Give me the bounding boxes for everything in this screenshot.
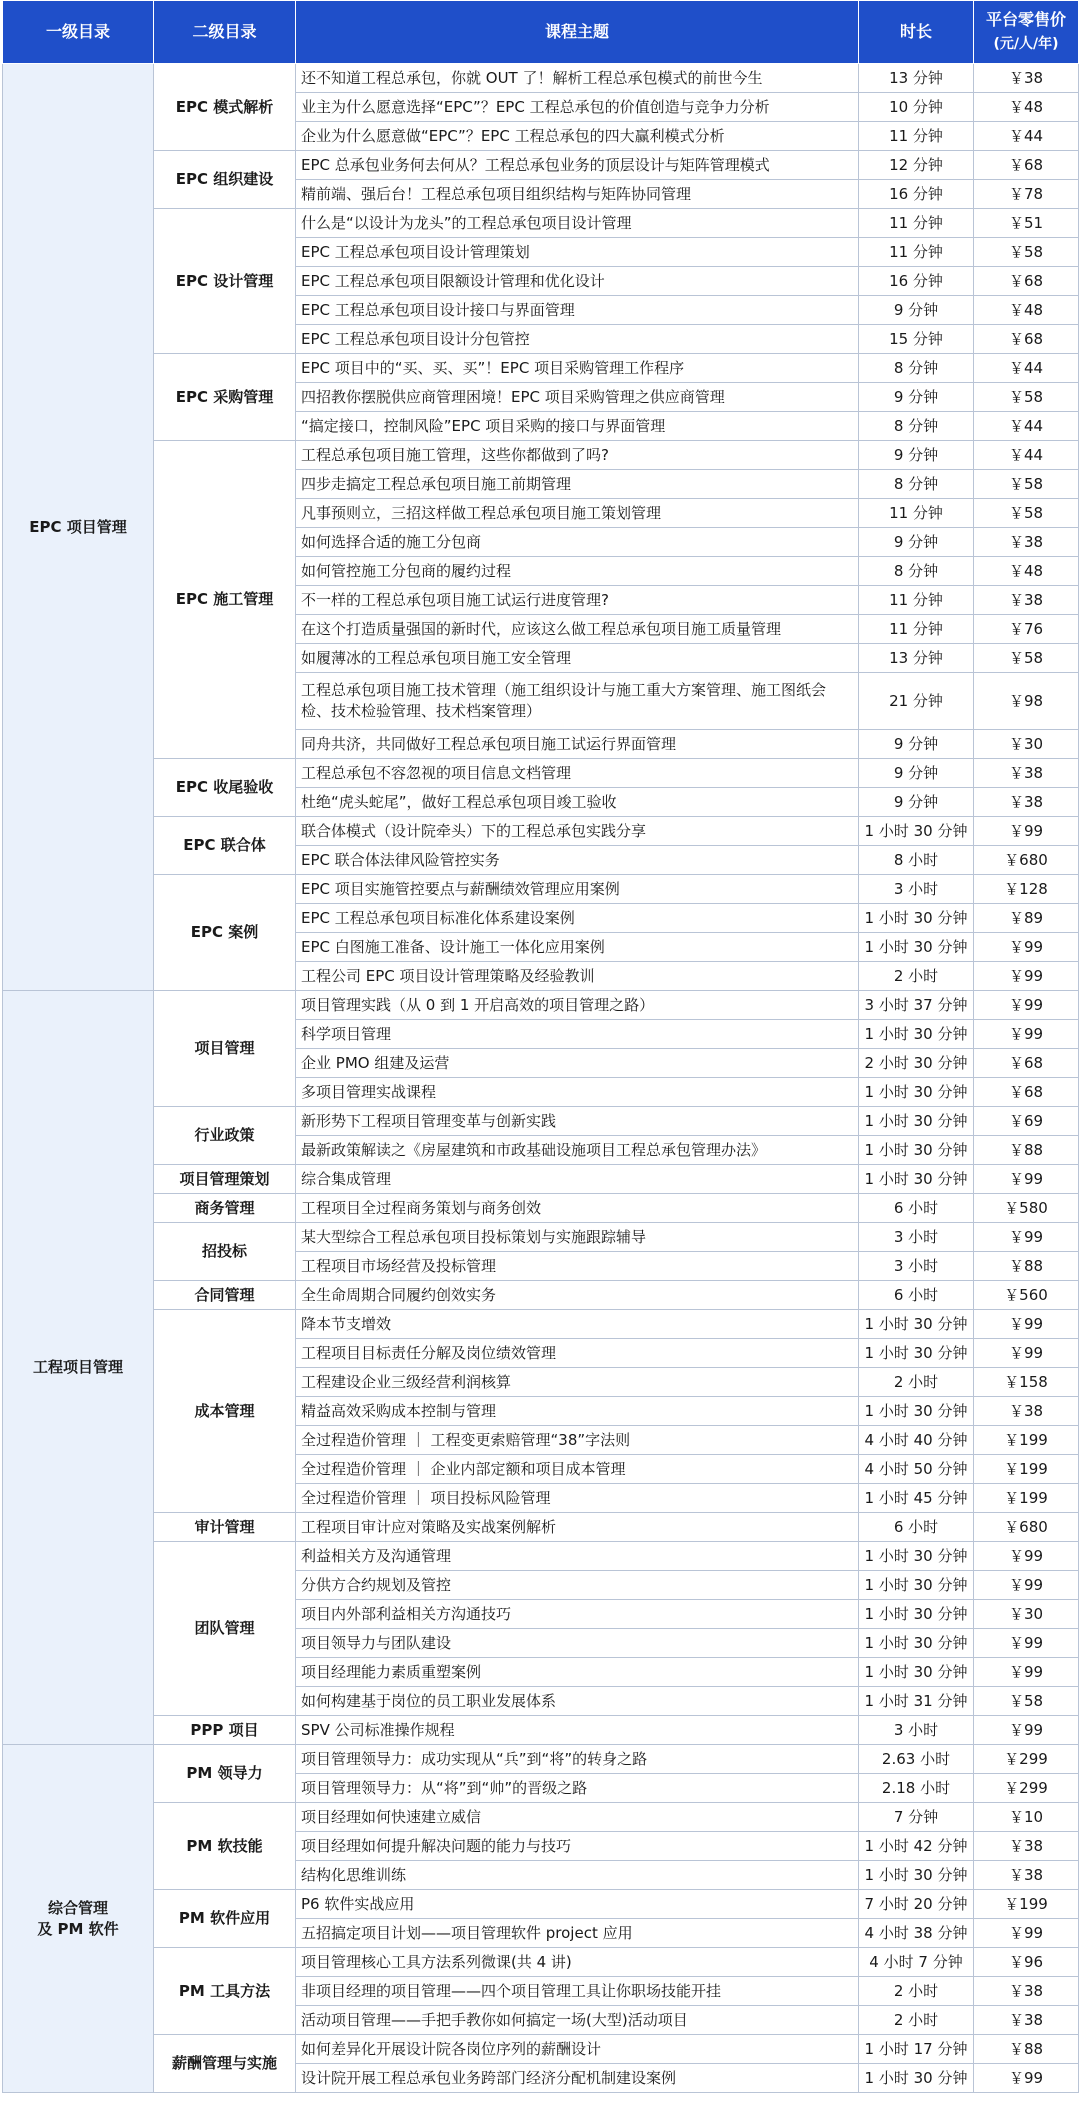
course-topic: 工程公司 EPC 项目设计管理策略及经验教训: [296, 962, 859, 991]
level2-category: EPC 联合体: [154, 817, 296, 875]
level2-category: 招投标: [154, 1223, 296, 1281]
course-price: ￥99: [974, 2064, 1079, 2093]
course-duration: 4 小时 50 分钟: [859, 1455, 974, 1484]
course-duration: 12 分钟: [859, 151, 974, 180]
course-duration: 9 分钟: [859, 788, 974, 817]
table-row: [3, 151, 1079, 180]
course-duration: 8 分钟: [859, 470, 974, 499]
course-price: ￥99: [974, 1339, 1079, 1368]
level2-category: 团队管理: [154, 1542, 296, 1716]
course-duration: 1 小时 30 分钟: [859, 1165, 974, 1194]
level2-category: EPC 案例: [154, 875, 296, 991]
course-price: ￥98: [974, 673, 1079, 730]
course-duration: 1 小时 30 分钟: [859, 1078, 974, 1107]
course-topic: 某大型综合工程总承包项目投标策划与实施跟踪辅导: [296, 1223, 859, 1252]
course-topic: 全过程造价管理 ｜ 工程变更索赔管理“38”字法则: [296, 1426, 859, 1455]
course-price: ￥299: [974, 1745, 1079, 1774]
course-price: ￥199: [974, 1890, 1079, 1919]
course-price: ￥96: [974, 1948, 1079, 1977]
course-duration: 13 分钟: [859, 644, 974, 673]
course-topic: 工程项目审计应对策略及实战案例解析: [296, 1513, 859, 1542]
course-price: ￥58: [974, 470, 1079, 499]
course-price: ￥58: [974, 644, 1079, 673]
course-duration: 9 分钟: [859, 528, 974, 557]
course-price: ￥44: [974, 122, 1079, 151]
course-duration: 7 分钟: [859, 1803, 974, 1832]
level2-category: 成本管理: [154, 1310, 296, 1513]
course-topic: “搞定接口，控制风险”EPC 项目采购的接口与界面管理: [296, 412, 859, 441]
course-price: ￥76: [974, 615, 1079, 644]
level2-category: PM 软件应用: [154, 1890, 296, 1948]
level2-category: PM 工具方法: [154, 1948, 296, 2035]
course-topic: 项目管理领导力：成功实现从“兵”到“将”的转身之路: [296, 1745, 859, 1774]
table-row: [3, 759, 1079, 788]
course-duration: 2 小时: [859, 2006, 974, 2035]
level2-category: PPP 项目: [154, 1716, 296, 1745]
course-duration: 2 小时 30 分钟: [859, 1049, 974, 1078]
course-topic: 分供方合约规划及管控: [296, 1571, 859, 1600]
course-topic: EPC 项目实施管控要点与薪酬绩效管理应用案例: [296, 875, 859, 904]
course-topic: 项目领导力与团队建设: [296, 1629, 859, 1658]
course-duration: 9 分钟: [859, 759, 974, 788]
course-price: ￥44: [974, 441, 1079, 470]
course-price: ￥30: [974, 730, 1079, 759]
level2-category: EPC 组织建设: [154, 151, 296, 209]
course-price: ￥69: [974, 1107, 1079, 1136]
course-topic: 精前端、强后台！工程总承包项目组织结构与矩阵协同管理: [296, 180, 859, 209]
header-duration: 时长: [859, 1, 974, 64]
course-price: ￥99: [974, 1310, 1079, 1339]
course-duration: 1 小时 17 分钟: [859, 2035, 974, 2064]
course-topic: 企业为什么愿意做“EPC”？EPC 工程总承包的四大赢利模式分析: [296, 122, 859, 151]
table-row: [3, 875, 1079, 904]
course-duration: 6 小时: [859, 1281, 974, 1310]
table-row: [3, 1716, 1079, 1745]
course-price: ￥560: [974, 1281, 1079, 1310]
course-topic: 全过程造价管理 ｜ 项目投标风险管理: [296, 1484, 859, 1513]
course-price: ￥48: [974, 296, 1079, 325]
course-duration: 21 分钟: [859, 673, 974, 730]
course-duration: 1 小时 30 分钟: [859, 1136, 974, 1165]
course-topic: 利益相关方及沟通管理: [296, 1542, 859, 1571]
course-price: ￥128: [974, 875, 1079, 904]
course-topic: 如何选择合适的施工分包商: [296, 528, 859, 557]
table-row: [3, 1165, 1079, 1194]
course-duration: 10 分钟: [859, 93, 974, 122]
course-topic: 工程总承包项目施工技术管理（施工组织设计与施工重大方案管理、施工图纸会检、技术检验管理、技术档案管理）: [296, 673, 859, 730]
course-price: ￥58: [974, 238, 1079, 267]
course-duration: 11 分钟: [859, 122, 974, 151]
course-price: ￥99: [974, 933, 1079, 962]
course-duration: 2 小时: [859, 1368, 974, 1397]
course-topic: 什么是“以设计为龙头”的工程总承包项目设计管理: [296, 209, 859, 238]
course-duration: 2.18 小时: [859, 1774, 974, 1803]
course-price: ￥44: [974, 354, 1079, 383]
course-topic: 如何管控施工分包商的履约过程: [296, 557, 859, 586]
course-price: ￥680: [974, 846, 1079, 875]
course-price: ￥10: [974, 1803, 1079, 1832]
course-duration: 16 分钟: [859, 267, 974, 296]
course-topic: 工程项目目标责任分解及岗位绩效管理: [296, 1339, 859, 1368]
level2-category: PM 软技能: [154, 1803, 296, 1890]
course-price: ￥38: [974, 1397, 1079, 1426]
level1-label: EPC 项目管理: [29, 517, 127, 536]
course-topic: 项目管理领导力：从“将”到“帅”的晋级之路: [296, 1774, 859, 1803]
course-duration: 1 小时 30 分钟: [859, 1020, 974, 1049]
course-price: ￥99: [974, 1629, 1079, 1658]
course-price: ￥199: [974, 1455, 1079, 1484]
header-price-line2: (元/人/年): [993, 36, 1059, 52]
level2-category: EPC 设计管理: [154, 209, 296, 354]
course-duration: 16 分钟: [859, 180, 974, 209]
course-price: ￥580: [974, 1194, 1079, 1223]
course-duration: 1 小时 30 分钟: [859, 1310, 974, 1339]
course-topic: 结构化思维训练: [296, 1861, 859, 1890]
course-topic: EPC 工程总承包项目标准化体系建设案例: [296, 904, 859, 933]
level2-category: 薪酬管理与实施: [154, 2035, 296, 2093]
course-price: ￥99: [974, 1020, 1079, 1049]
course-duration: 4 小时 7 分钟: [859, 1948, 974, 1977]
course-price: ￥88: [974, 1136, 1079, 1165]
course-topic: 项目经理如何提升解决问题的能力与技巧: [296, 1832, 859, 1861]
course-topic: 如何构建基于岗位的员工职业发展体系: [296, 1687, 859, 1716]
header-l2: 二级目录: [154, 1, 296, 64]
table-row: [3, 1223, 1079, 1252]
table-row: [3, 354, 1079, 383]
course-topic: EPC 工程总承包项目限额设计管理和优化设计: [296, 267, 859, 296]
course-price: ￥68: [974, 325, 1079, 354]
course-price: ￥199: [974, 1484, 1079, 1513]
course-duration: 4 小时 38 分钟: [859, 1919, 974, 1948]
course-price: ￥68: [974, 1078, 1079, 1107]
course-duration: 11 分钟: [859, 499, 974, 528]
course-duration: 1 小时 30 分钟: [859, 2064, 974, 2093]
course-topic: 科学项目管理: [296, 1020, 859, 1049]
course-topic: 四步走搞定工程总承包项目施工前期管理: [296, 470, 859, 499]
course-price: ￥38: [974, 64, 1079, 93]
course-topic: 活动项目管理——手把手教你如何搞定一场(大型)活动项目: [296, 2006, 859, 2035]
course-topic: 五招搞定项目计划——项目管理软件 project 应用: [296, 1919, 859, 1948]
course-price: ￥89: [974, 904, 1079, 933]
course-price: ￥199: [974, 1426, 1079, 1455]
course-duration: 1 小时 30 分钟: [859, 1571, 974, 1600]
course-duration: 11 分钟: [859, 238, 974, 267]
course-price: ￥68: [974, 1049, 1079, 1078]
course-topic: 如何差异化开展设计院各岗位序列的薪酬设计: [296, 2035, 859, 2064]
level1-category: [3, 1745, 154, 2093]
course-duration: 9 分钟: [859, 441, 974, 470]
header-price-line1: 平台零售价: [985, 10, 1066, 29]
course-duration: 9 分钟: [859, 296, 974, 325]
course-duration: 1 小时 30 分钟: [859, 1861, 974, 1890]
course-duration: 3 小时: [859, 1252, 974, 1281]
course-duration: 4 小时 40 分钟: [859, 1426, 974, 1455]
course-duration: 1 小时 30 分钟: [859, 1658, 974, 1687]
course-price: ￥38: [974, 1977, 1079, 2006]
course-topic: 新形势下工程项目管理变革与创新实践: [296, 1107, 859, 1136]
course-duration: 3 小时: [859, 1716, 974, 1745]
course-topic: EPC 白图施工准备、设计施工一体化应用案例: [296, 933, 859, 962]
course-topic: 降本节支增效: [296, 1310, 859, 1339]
table-row: [3, 1310, 1079, 1339]
course-price: ￥68: [974, 151, 1079, 180]
course-table: [2, 0, 1079, 2093]
course-price: ￥88: [974, 2035, 1079, 2064]
level2-category: EPC 模式解析: [154, 64, 296, 151]
table-row: [3, 1890, 1079, 1919]
level2-category: EPC 采购管理: [154, 354, 296, 441]
course-topic: 项目经理如何快速建立威信: [296, 1803, 859, 1832]
course-price: ￥158: [974, 1368, 1079, 1397]
course-duration: 8 分钟: [859, 354, 974, 383]
course-price: ￥99: [974, 1165, 1079, 1194]
course-duration: 8 分钟: [859, 557, 974, 586]
course-duration: 1 小时 30 分钟: [859, 1600, 974, 1629]
level1-label-line2: 及 PM 软件: [37, 1919, 119, 1938]
course-topic: 四招教你摆脱供应商管理困境！EPC 项目采购管理之供应商管理: [296, 383, 859, 412]
course-topic: 凡事预则立，三招这样做工程总承包项目施工策划管理: [296, 499, 859, 528]
course-price: ￥88: [974, 1252, 1079, 1281]
course-topic: 工程总承包不容忽视的项目信息文档管理: [296, 759, 859, 788]
course-topic: 联合体模式（设计院牵头）下的工程总承包实践分享: [296, 817, 859, 846]
table-row: [3, 1281, 1079, 1310]
course-duration: 11 分钟: [859, 586, 974, 615]
course-topic: 综合集成管理: [296, 1165, 859, 1194]
course-duration: 1 小时 42 分钟: [859, 1832, 974, 1861]
table-row: [3, 1194, 1079, 1223]
header-topic: 课程主题: [296, 1, 859, 64]
course-topic: 企业 PMO 组建及运营: [296, 1049, 859, 1078]
table-row: [3, 209, 1079, 238]
course-price: ￥99: [974, 1919, 1079, 1948]
course-topic: EPC 工程总承包项目设计接口与界面管理: [296, 296, 859, 325]
course-price: ￥99: [974, 1223, 1079, 1252]
course-topic: EPC 工程总承包项目设计管理策划: [296, 238, 859, 267]
course-duration: 6 小时: [859, 1194, 974, 1223]
level2-category: 商务管理: [154, 1194, 296, 1223]
course-topic: 项目管理核心工具方法系列微课(共 4 讲): [296, 1948, 859, 1977]
course-price: ￥58: [974, 383, 1079, 412]
course-duration: 1 小时 30 分钟: [859, 1542, 974, 1571]
course-price: ￥99: [974, 1658, 1079, 1687]
level2-category: EPC 施工管理: [154, 441, 296, 759]
level2-category: 审计管理: [154, 1513, 296, 1542]
course-topic: P6 软件实战应用: [296, 1890, 859, 1919]
course-price: ￥30: [974, 1600, 1079, 1629]
course-duration: 9 分钟: [859, 730, 974, 759]
course-topic: 全过程造价管理 ｜ 企业内部定额和项目成本管理: [296, 1455, 859, 1484]
table-row: [3, 1513, 1079, 1542]
table-row: [3, 64, 1079, 93]
course-topic: 项目内外部利益相关方沟通技巧: [296, 1600, 859, 1629]
header-row: [3, 1, 1079, 64]
course-duration: 8 小时: [859, 846, 974, 875]
course-duration: 9 分钟: [859, 383, 974, 412]
course-duration: 1 小时 30 分钟: [859, 1339, 974, 1368]
course-duration: 6 小时: [859, 1513, 974, 1542]
course-duration: 7 小时 20 分钟: [859, 1890, 974, 1919]
course-topic: 业主为什么愿意选择“EPC”？EPC 工程总承包的价值创造与竞争力分析: [296, 93, 859, 122]
course-price: ￥38: [974, 2006, 1079, 2035]
table-row: [3, 1745, 1079, 1774]
course-topic: 全生命周期合同履约创效实务: [296, 1281, 859, 1310]
course-topic: 在这个打造质量强国的新时代，应该这么做工程总承包项目施工质量管理: [296, 615, 859, 644]
table-body: [3, 64, 1079, 2093]
course-price: ￥51: [974, 209, 1079, 238]
table-row: [3, 2035, 1079, 2064]
course-price: ￥99: [974, 1716, 1079, 1745]
course-price: ￥38: [974, 759, 1079, 788]
course-topic: 工程项目全过程商务策划与商务创效: [296, 1194, 859, 1223]
course-duration: 1 小时 30 分钟: [859, 1629, 974, 1658]
course-topic: 如履薄冰的工程总承包项目施工安全管理: [296, 644, 859, 673]
course-duration: 3 小时: [859, 875, 974, 904]
course-topic: EPC 总承包业务何去何从？工程总承包业务的顶层设计与矩阵管理模式: [296, 151, 859, 180]
course-topic: EPC 联合体法律风险管控实务: [296, 846, 859, 875]
table-row: [3, 1107, 1079, 1136]
course-price: ￥38: [974, 586, 1079, 615]
course-topic: 项目经理能力素质重塑案例: [296, 1658, 859, 1687]
table-row: [3, 441, 1079, 470]
course-topic: 工程建设企业三级经营利润核算: [296, 1368, 859, 1397]
course-duration: 13 分钟: [859, 64, 974, 93]
table-row: [3, 1948, 1079, 1977]
course-topic: 工程总承包项目施工管理，这些你都做到了吗?: [296, 441, 859, 470]
level2-category: 行业政策: [154, 1107, 296, 1165]
level2-category: 合同管理: [154, 1281, 296, 1310]
course-duration: 15 分钟: [859, 325, 974, 354]
course-price: ￥99: [974, 1542, 1079, 1571]
course-price: ￥38: [974, 528, 1079, 557]
course-duration: 1 小时 30 分钟: [859, 933, 974, 962]
level2-category: EPC 收尾验收: [154, 759, 296, 817]
table-row: [3, 991, 1079, 1020]
course-price: ￥48: [974, 557, 1079, 586]
course-duration: 2.63 小时: [859, 1745, 974, 1774]
course-duration: 8 分钟: [859, 412, 974, 441]
course-price: ￥99: [974, 817, 1079, 846]
level1-label: 工程项目管理: [32, 1358, 123, 1376]
course-price: ￥44: [974, 412, 1079, 441]
course-price: ￥68: [974, 267, 1079, 296]
course-price: ￥48: [974, 93, 1079, 122]
course-duration: 2 小时: [859, 962, 974, 991]
course-duration: 11 分钟: [859, 209, 974, 238]
course-topic: EPC 工程总承包项目设计分包管控: [296, 325, 859, 354]
course-price: ￥99: [974, 991, 1079, 1020]
level2-category: 项目管理策划: [154, 1165, 296, 1194]
table-row: [3, 1803, 1079, 1832]
course-duration: 1 小时 30 分钟: [859, 1107, 974, 1136]
level1-category: [3, 64, 154, 991]
course-duration: 3 小时 37 分钟: [859, 991, 974, 1020]
course-price: ￥38: [974, 1861, 1079, 1890]
course-topic: 不一样的工程总承包项目施工试运行进度管理?: [296, 586, 859, 615]
course-topic: 设计院开展工程总承包业务跨部门经济分配机制建设案例: [296, 2064, 859, 2093]
course-duration: 1 小时 45 分钟: [859, 1484, 974, 1513]
course-topic: 同舟共济，共同做好工程总承包项目施工试运行界面管理: [296, 730, 859, 759]
course-duration: 2 小时: [859, 1977, 974, 2006]
course-topic: 非项目经理的项目管理——四个项目管理工具让你职场技能开挂: [296, 1977, 859, 2006]
course-topic: 杜绝“虎头蛇尾”，做好工程总承包项目竣工验收: [296, 788, 859, 817]
course-duration: 1 小时 30 分钟: [859, 1397, 974, 1426]
course-price: ￥58: [974, 1687, 1079, 1716]
course-price: ￥58: [974, 499, 1079, 528]
course-duration: 3 小时: [859, 1223, 974, 1252]
course-topic: 多项目管理实战课程: [296, 1078, 859, 1107]
course-price: ￥680: [974, 1513, 1079, 1542]
header-l1: 一级目录: [3, 1, 154, 64]
course-topic: SPV 公司标准操作规程: [296, 1716, 859, 1745]
course-duration: 1 小时 31 分钟: [859, 1687, 974, 1716]
course-price: ￥99: [974, 962, 1079, 991]
level2-category: 项目管理: [154, 991, 296, 1107]
course-topic: 工程项目市场经营及投标管理: [296, 1252, 859, 1281]
level1-category: [3, 991, 154, 1745]
course-price: ￥38: [974, 788, 1079, 817]
level1-label: 综合管理: [47, 1898, 108, 1917]
course-price: ￥299: [974, 1774, 1079, 1803]
course-topic: 精益高效采购成本控制与管理: [296, 1397, 859, 1426]
course-duration: 11 分钟: [859, 615, 974, 644]
level2-category: PM 领导力: [154, 1745, 296, 1803]
course-topic: 项目管理实践（从 0 到 1 开启高效的项目管理之路）: [296, 991, 859, 1020]
course-price: ￥38: [974, 1832, 1079, 1861]
table-row: [3, 817, 1079, 846]
course-price: ￥99: [974, 1571, 1079, 1600]
course-topic: 还不知道工程总承包，你就 OUT 了！解析工程总承包模式的前世今生: [296, 64, 859, 93]
table-row: [3, 1542, 1079, 1571]
header-price: [974, 1, 1079, 64]
course-topic: EPC 项目中的“买、买、买”！EPC 项目采购管理工作程序: [296, 354, 859, 383]
course-duration: 1 小时 30 分钟: [859, 817, 974, 846]
course-duration: 1 小时 30 分钟: [859, 904, 974, 933]
course-price: ￥78: [974, 180, 1079, 209]
course-topic: 最新政策解读之《房屋建筑和市政基础设施项目工程总承包管理办法》: [296, 1136, 859, 1165]
